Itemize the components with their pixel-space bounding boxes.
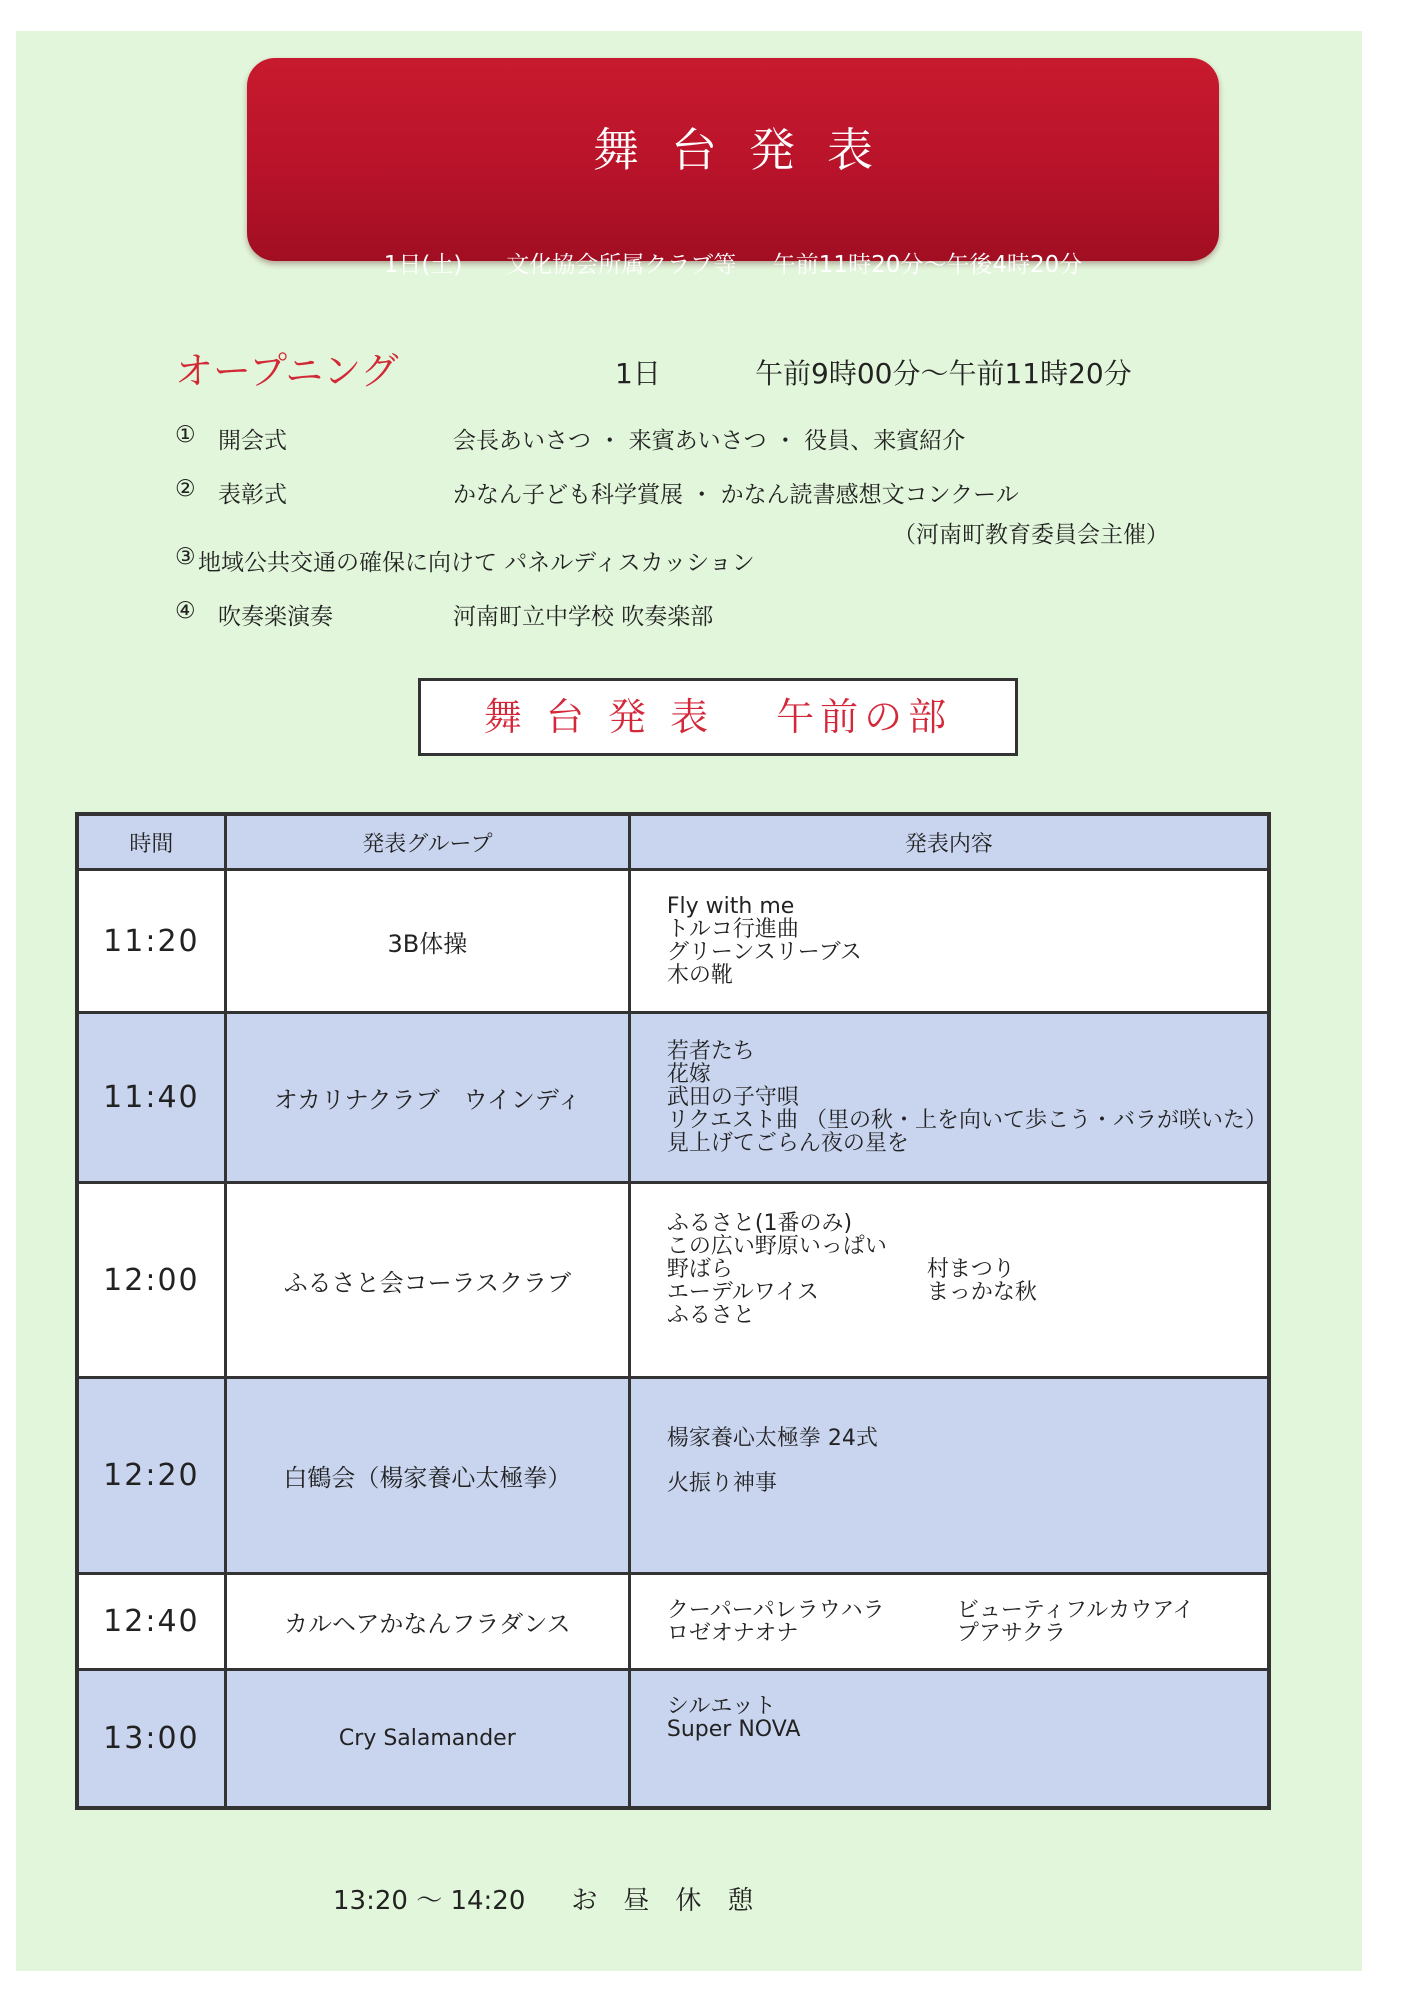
content-column-right: [927, 1212, 1187, 1327]
content-line: ふるさと: [666, 1303, 755, 1328]
lunch-time: 13:20 ～ 14:20: [333, 1886, 526, 1916]
item-label: 地域公共交通の確保に向けて パネルディスカッション: [198, 550, 755, 576]
cell-group: オカリナクラブ ウインディ: [225, 1013, 629, 1183]
content-line: 野ばら: [666, 1257, 733, 1282]
opening-title: オープニング: [175, 349, 399, 393]
cell-time: 11:20: [77, 870, 225, 1013]
banner-organizer: 文化協会所属クラブ等: [506, 252, 737, 278]
item-detail: かなん子ども科学賞展 ・ かなん読書感想文コンクール: [453, 482, 1019, 508]
content-line: まっかな秋: [926, 1280, 1037, 1305]
banner-subtitle: [247, 246, 1219, 279]
item-label: 吹奏楽演奏: [218, 604, 333, 630]
table-row: [77, 1574, 1269, 1670]
content-line: ふるさと(1番のみ): [666, 1211, 853, 1236]
content-line: エーデルワイス: [666, 1280, 819, 1305]
content-line: Super NOVA: [666, 1717, 801, 1742]
content-line: シルエット: [666, 1694, 776, 1719]
table-row: [77, 1183, 1269, 1378]
content-line: [927, 1212, 1187, 1235]
cell-content: [629, 1378, 1269, 1574]
content-line: 武田の子守唄: [666, 1085, 799, 1110]
content-line: クーパーパレラウハラ: [666, 1597, 885, 1623]
item-note: （河南町教育委員会主催）: [893, 522, 1169, 548]
cell-content: [629, 870, 1269, 1013]
item-number: ①: [175, 422, 196, 448]
cell-content: [629, 1183, 1269, 1378]
header-content: 発表内容: [629, 814, 1269, 870]
content-line: この広い野原いっぱい: [666, 1234, 887, 1259]
content-column-right: [957, 1599, 1217, 1645]
table-row: [77, 1013, 1269, 1183]
item-number: ④: [175, 598, 196, 624]
item-detail: 河南町立中学校 吹奏楽部: [453, 604, 714, 630]
cell-content: [629, 1574, 1269, 1670]
table-row: [77, 1670, 1269, 1808]
section-title-box: 舞 台 発 表 午前の部: [418, 678, 1018, 756]
opening-time: 午前9時00分～午前11時20分: [755, 357, 1132, 390]
content-line: ビューティフルカウアイ: [956, 1597, 1195, 1623]
lunch-label: お昼休憩: [571, 1886, 780, 1916]
content-line: 見上げてごらん夜の星を: [666, 1131, 909, 1156]
cell-time: 11:40: [77, 1013, 225, 1183]
banner-time: 午前11時20分～午後4時20分: [772, 252, 1083, 278]
cell-time: 12:00: [77, 1183, 225, 1378]
cell-time: 12:20: [77, 1378, 225, 1574]
content-column-left: [667, 1599, 957, 1645]
item-number: ②: [175, 476, 196, 502]
item-detail: 会長あいさつ ・ 来賓あいさつ ・ 役員、来賓紹介: [453, 428, 966, 454]
content-line: リクエスト曲 （里の秋・上を向いて歩こう・バラが咲いた）: [666, 1108, 1267, 1133]
cell-group: 3B体操: [225, 870, 629, 1013]
cell-content: [629, 1013, 1269, 1183]
content-line: 若者たち: [666, 1039, 755, 1064]
item-number: ③: [175, 544, 196, 570]
cell-content: [629, 1670, 1269, 1808]
content-line: Fly with me: [666, 894, 795, 919]
content-line: ロゼオナオナ: [666, 1620, 799, 1646]
content-line: トルコ行進曲: [666, 917, 799, 942]
banner-date: 1日(土): [383, 252, 463, 278]
banner-title: 舞台発表: [593, 123, 905, 177]
content-line: [927, 1235, 1187, 1258]
content-line: 花嫁: [666, 1062, 711, 1087]
opening-day: 1日: [615, 357, 661, 390]
cell-time: 12:40: [77, 1574, 225, 1670]
table-row: [77, 1378, 1269, 1574]
cell-group: Cry Salamander: [225, 1670, 629, 1808]
item-label: 開会式: [218, 428, 287, 454]
opening-header: [175, 340, 1235, 392]
content-line: 木の靴: [666, 963, 733, 988]
content-line: 火振り神事: [666, 1471, 777, 1496]
header-group: 発表グループ: [225, 814, 629, 870]
content-line: 村まつり: [926, 1257, 1015, 1282]
header-time: 時間: [77, 814, 225, 870]
cell-group: 白鶴会（楊家養心太極拳）: [225, 1378, 629, 1574]
table-row: [77, 870, 1269, 1013]
cell-time: 13:00: [77, 1670, 225, 1808]
schedule-table: [75, 812, 1271, 1810]
cell-group: カルヘアかなんフラダンス: [225, 1574, 629, 1670]
lunch-break: [333, 1880, 779, 1917]
item-label: 表彰式: [218, 482, 287, 508]
header-banner: [247, 58, 1219, 278]
content-line: プアサクラ: [956, 1620, 1066, 1646]
content-line: グリーンスリーブス: [666, 940, 862, 965]
content-line: 楊家養心太極拳 24式: [666, 1426, 878, 1451]
table-header-row: [77, 814, 1269, 870]
content-column-left: [667, 1212, 927, 1327]
cell-group: ふるさと会コーラスクラブ: [225, 1183, 629, 1378]
